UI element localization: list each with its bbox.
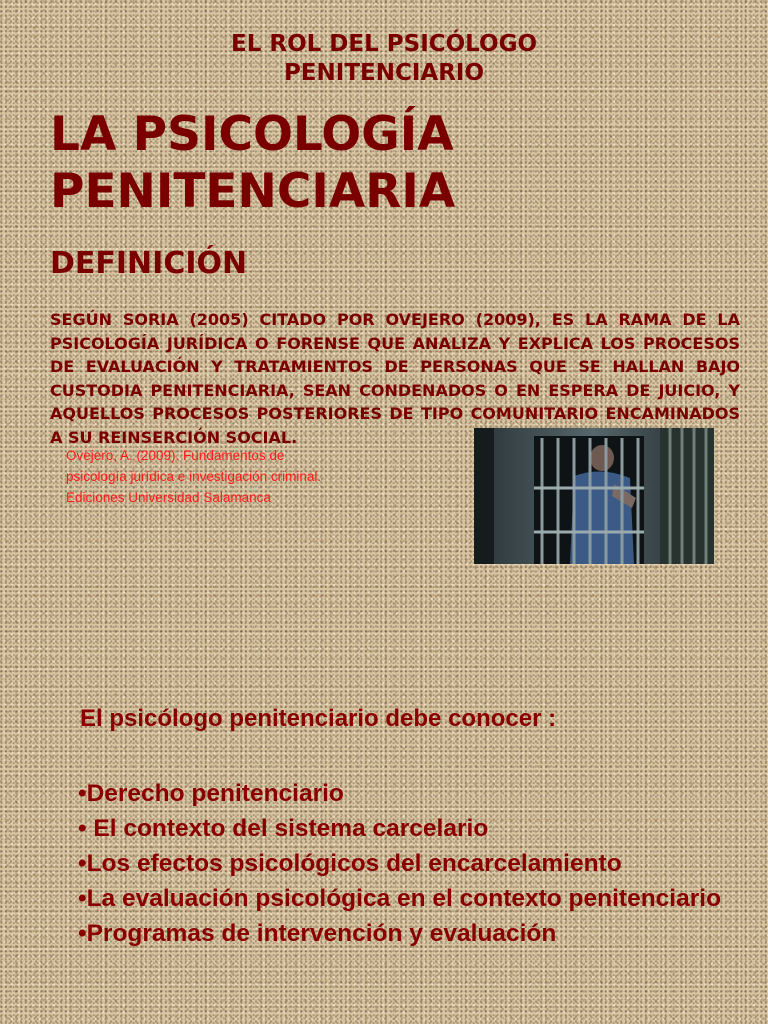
knowledge-list	[78, 776, 738, 951]
definition-heading: DEFINICIÓN	[50, 246, 248, 281]
citation-line-2: psicología jurídica e investigación criminal.	[66, 469, 322, 484]
prison-cell-photo	[474, 428, 714, 564]
list-item: • El contexto del sistema carcelario	[78, 815, 489, 842]
slide-title	[0, 30, 768, 88]
prison-cell-illustration	[474, 428, 714, 564]
slide-title-line-1: EL ROL DEL PSICÓLOGO	[231, 31, 537, 57]
citation-line-3: Ediciones Universidad Salamanca	[66, 490, 271, 505]
citation	[66, 445, 466, 508]
main-heading	[50, 106, 730, 220]
list-item: •Derecho penitenciario	[78, 780, 344, 807]
list-item: •Los efectos psicológicos del encarcelamiento	[78, 850, 622, 877]
slide-title-line-2: PENITENCIARIO	[283, 60, 485, 86]
list-item: •La evaluación psicológica en el contexto penitenciario	[78, 885, 722, 912]
knowledge-heading: El psicólogo penitenciario debe conocer :	[80, 705, 557, 732]
definition-text: SEGÚN SORIA (2005) CITADO POR OVEJERO (2009), ES LA RAMA DE LA PSICOLOGÍA JURÍDICA O FORENSE QUE ANALIZA Y EXPLICA LOS PROCESOS DE EVALUACIÓN Y TRATAMIENTOS DE PERSONAS QUE SE HALLAN BAJO CUSTODIA PENITENCIARIA, SEAN CONDENADOS O EN ESPERA DE JUICIO, Y AQUELLOS PROCESOS POSTERIORES DE TIPO COMUNITARIO ENCAMINADOS A SU REINSERCIÓN SOCIAL.	[50, 310, 740, 447]
main-heading-line-2: PENITENCIARIA	[50, 164, 456, 219]
main-heading-line-1: LA PSICOLOGÍA	[50, 107, 454, 162]
list-item: •Programas de intervención y evaluación	[78, 920, 557, 947]
citation-line-1: Ovejero, A. (2009). Fundamentos de	[66, 448, 285, 463]
